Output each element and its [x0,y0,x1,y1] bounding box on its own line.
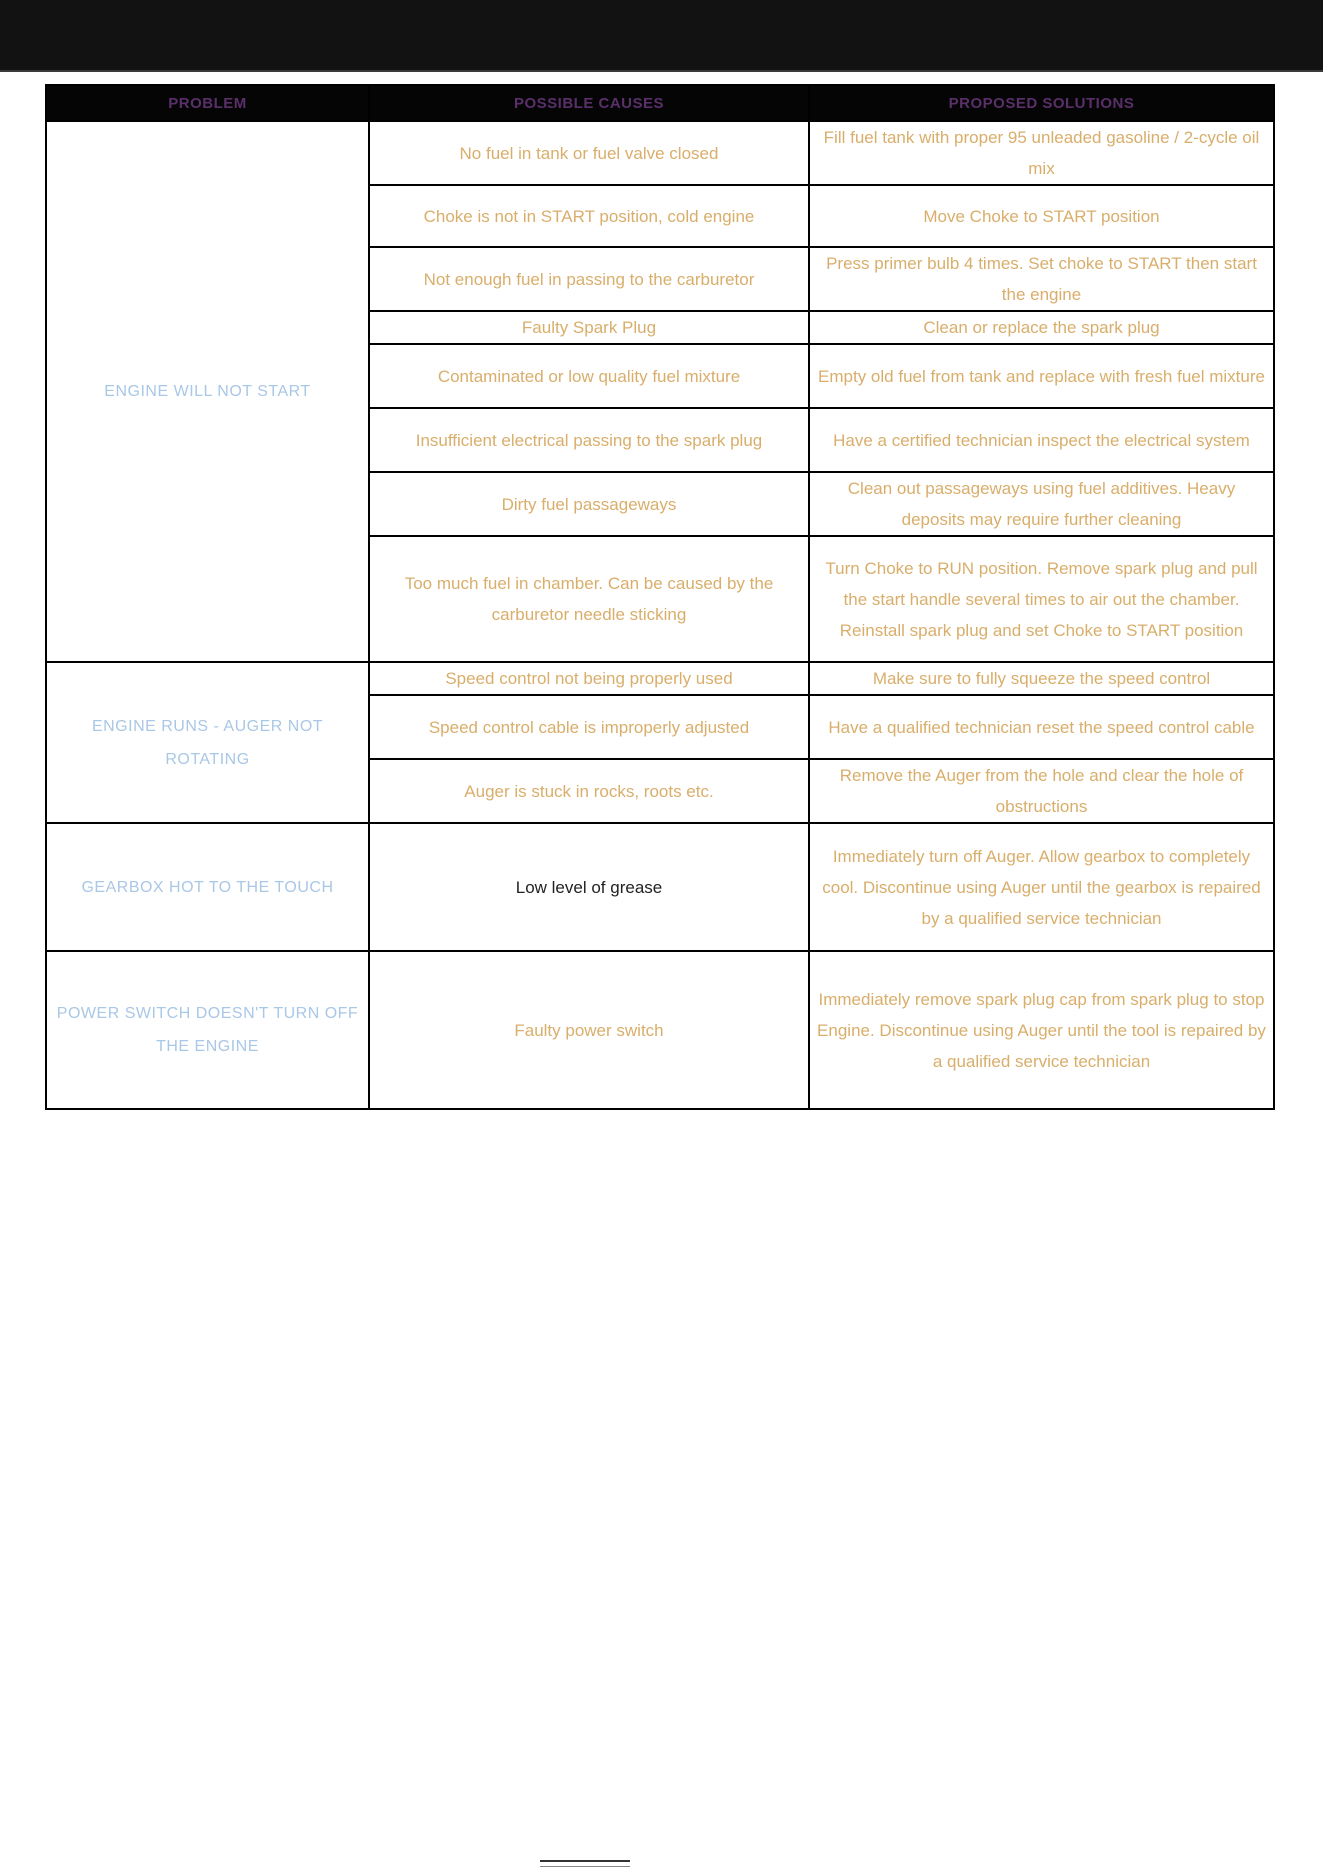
cause-cell: Contaminated or low quality fuel mixture [369,344,809,408]
problem-engine-will-not-start: ENGINE WILL NOT START [46,121,369,662]
cause-cell: Faulty Spark Plug [369,311,809,344]
footer-mark [540,1860,630,1867]
solution-cell: Move Choke to START position [809,185,1274,247]
troubleshooting-table [45,84,1275,1110]
cause-cell: Speed control not being properly used [369,662,809,695]
solution-cell: Remove the Auger from the hole and clear the hole of obstructions [809,759,1274,823]
solution-cell: Immediately remove spark plug cap from spark plug to stop Engine. Discontinue using Auger until the tool is repaired by a qualified service technician [809,951,1274,1109]
cause-cell: Faulty power switch [369,951,809,1109]
header-problem: PROBLEM [46,85,369,121]
problem-gearbox-hot: GEARBOX HOT TO THE TOUCH [46,823,369,951]
table-row [46,662,1274,695]
solution-cell: Make sure to fully squeeze the speed control [809,662,1274,695]
solution-cell: Have a certified technician inspect the electrical system [809,408,1274,472]
cause-cell: No fuel in tank or fuel valve closed [369,121,809,185]
table-row [46,121,1274,185]
troubleshooting-table-wrapper [45,84,1273,1110]
cause-cell: Insufficient electrical passing to the spark plug [369,408,809,472]
solution-cell: Press primer bulb 4 times. Set choke to START then start the engine [809,247,1274,311]
cause-cell: Not enough fuel in passing to the carburetor [369,247,809,311]
cause-cell: Low level of grease [369,823,809,951]
solution-cell: Have a qualified technician reset the speed control cable [809,695,1274,759]
solution-cell: Clean or replace the spark plug [809,311,1274,344]
cause-cell: Dirty fuel passageways [369,472,809,536]
solution-cell: Clean out passageways using fuel additives. Heavy deposits may require further cleaning [809,472,1274,536]
problem-power-switch: POWER SWITCH DOESN'T TURN OFF THE ENGINE [46,951,369,1109]
table-row [46,951,1274,1109]
cause-cell: Choke is not in START position, cold engine [369,185,809,247]
cause-cell: Auger is stuck in rocks, roots etc. [369,759,809,823]
top-banner [0,0,1323,72]
cause-cell: Speed control cable is improperly adjusted [369,695,809,759]
solution-cell: Turn Choke to RUN position. Remove spark plug and pull the start handle several times to air out the chamber. Reinstall spark plug and set Choke to START position [809,536,1274,662]
problem-engine-runs-auger-not-rotating: ENGINE RUNS - AUGER NOT ROTATING [46,662,369,823]
header-proposed-solutions: PROPOSED SOLUTIONS [809,85,1274,121]
table-row [46,823,1274,951]
table-header-row [46,85,1274,121]
solution-cell: Immediately turn off Auger. Allow gearbox to completely cool. Discontinue using Auger until the gearbox is repaired by a qualified service technician [809,823,1274,951]
cause-cell: Too much fuel in chamber. Can be caused by the carburetor needle sticking [369,536,809,662]
header-possible-causes: POSSIBLE CAUSES [369,85,809,121]
solution-cell: Fill fuel tank with proper 95 unleaded gasoline / 2-cycle oil mix [809,121,1274,185]
solution-cell: Empty old fuel from tank and replace with fresh fuel mixture [809,344,1274,408]
